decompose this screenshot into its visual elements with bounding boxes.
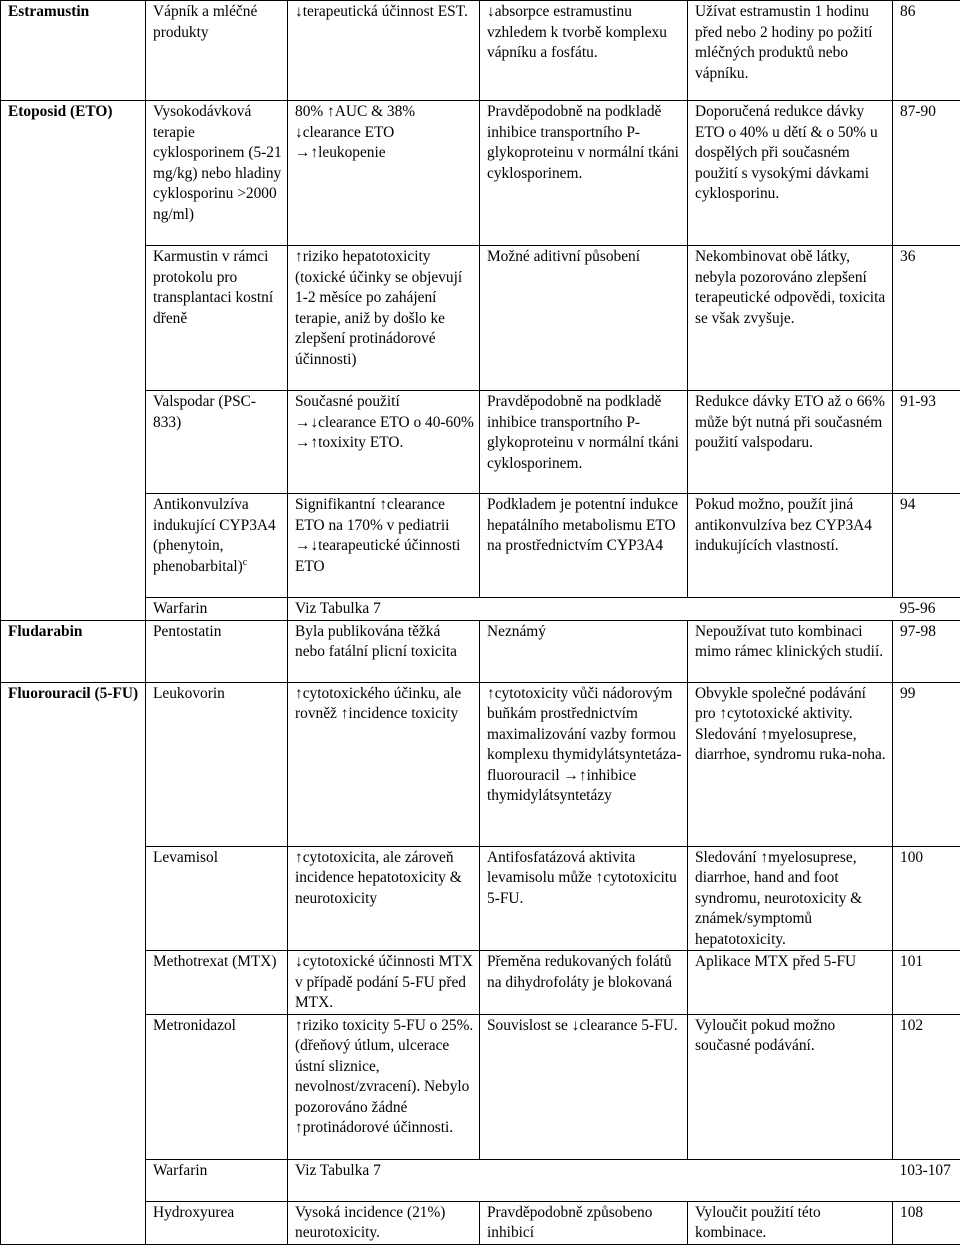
- reference-cell: 100: [893, 846, 960, 951]
- recommendation-cell: Nekombinovat obě látky, nebyla pozorováno zlepšení terapeutické odpovědi, toxicita se však zvyšuje.: [688, 246, 893, 391]
- agent-cell: Hydroxyurea: [146, 1201, 288, 1244]
- mechanism-cell: Neznámý: [480, 620, 688, 682]
- effect-cell: ↓terapeutická účinnost EST.: [288, 1, 480, 101]
- effect-cell: Byla publikována těžká nebo fatální plicní toxicita: [288, 620, 480, 682]
- agent-cell: Vápník a mléčné produkty: [146, 1, 288, 101]
- effect-cell: ↑riziko hepatotoxicity (toxické účinky se objevují 1-2 měsíce po zahájení terapie, aniž by došlo ke zlepšení protinádorové účinnosti): [288, 246, 480, 391]
- reference-cell: 91-93: [893, 391, 960, 494]
- drug-cell: Fludarabin: [1, 620, 146, 682]
- effect-cell: Viz Tabulka 7: [288, 1159, 893, 1201]
- agent-cell: Warfarin: [146, 598, 288, 621]
- mechanism-cell: Podkladem je potentní indukce hepatálního metabolismu ETO na prostřednictvím CYP3A4: [480, 494, 688, 598]
- reference-cell: 36: [893, 246, 960, 391]
- agent-text: Antikonvulzíva indukující CYP3A4 (phenytoin, phenobarbital): [153, 496, 276, 575]
- agent-cell: [146, 494, 288, 598]
- recommendation-cell: Aplikace MTX před 5-FU: [688, 951, 893, 1015]
- recommendation-cell: Pokud možno, použít jiná antikonvulzíva bez CYP3A4 indukujících vlastností.: [688, 494, 893, 598]
- effect-cell: ↓cytotoxické účinnosti MTX v případě podání 5-FU před MTX.: [288, 951, 480, 1015]
- effect-cell: 80% ↑AUC & 38% ↓clearance ETO →↑leukopenie: [288, 101, 480, 246]
- mechanism-cell: ↓absorpce estramustinu vzhledem k tvorbě komplexu vápníku a fosfátu.: [480, 1, 688, 101]
- agent-cell: Metronidazol: [146, 1014, 288, 1159]
- effect-cell: ↑cytotoxicita, ale zároveň incidence hepatotoxicity & neurotoxicity: [288, 846, 480, 951]
- agent-cell: Warfarin: [146, 1159, 288, 1201]
- mechanism-cell: Antifosfatázová aktivita levamisolu může ↑cytotoxicitu 5-FU.: [480, 846, 688, 951]
- effect-cell: Současné použití →↓clearance ETO o 40-60% →↑toxixity ETO.: [288, 391, 480, 494]
- recommendation-cell: Nepoužívat tuto kombinaci mimo rámec klinických studií.: [688, 620, 893, 682]
- reference-cell: 103-107: [893, 1159, 960, 1201]
- effect-cell: Vysoká incidence (21%) neurotoxicity.: [288, 1201, 480, 1244]
- reference-cell: 99: [893, 682, 960, 846]
- mechanism-cell: Přeměna redukovaných folátů na dihydrofoláty je blokovaná: [480, 951, 688, 1015]
- table-row: [1, 101, 960, 246]
- recommendation-cell: Obvykle společné podávání pro ↑cytotoxické aktivity. Sledování ↑myelosuprese, diarrhoe, syndromu ruka-noha.: [688, 682, 893, 846]
- mechanism-cell: ↑cytotoxicity vůči nádorovým buňkám prostřednictvím maximalizování vazby formou komplexu thymidylátsyntetáza-fluorouracil →↑inhibice thymidylátsyntetázy: [480, 682, 688, 846]
- mechanism-cell: Možné aditivní působení: [480, 246, 688, 391]
- effect-cell: ↑riziko toxicity 5-FU o 25%. (dřeňový útlum, ulcerace ústní sliznice, nevolnost/zvracení). Nebylo pozorováno žádné ↑protinádorové účinnosti.: [288, 1014, 480, 1159]
- agent-cell: Pentostatin: [146, 620, 288, 682]
- reference-cell: 87-90: [893, 101, 960, 246]
- mechanism-cell: Pravděpodobně na podkladě inhibice transportního P-glykoproteinu v normální tkáni cyklosporinem.: [480, 391, 688, 494]
- footnote-mark: c: [243, 556, 247, 567]
- recommendation-cell: Redukce dávky ETO až o 66% může být nutná při současném použití valspodaru.: [688, 391, 893, 494]
- table-row: [1, 620, 960, 682]
- reference-cell: 94: [893, 494, 960, 598]
- drug-cell: Estramustin: [1, 1, 146, 101]
- recommendation-cell: Sledování ↑myelosuprese, diarrhoe, hand and foot syndromu, neurotoxicity & známek/symptomů hepatotoxicity.: [688, 846, 893, 951]
- recommendation-cell: Vyloučit použití této kombinace.: [688, 1201, 893, 1244]
- reference-cell: 101: [893, 951, 960, 1015]
- reference-cell: 95-96: [893, 598, 960, 621]
- recommendation-cell: Vyloučit pokud možno současné podávání.: [688, 1014, 893, 1159]
- drug-cell: Etoposid (ETO): [1, 101, 146, 621]
- recommendation-cell: Užívat estramustin 1 hodinu před nebo 2 hodiny po požití mléčných produktů nebo vápníku.: [688, 1, 893, 101]
- table-row: [1, 682, 960, 846]
- mechanism-cell: Pravděpodobně na podkladě inhibice transportního P-glykoproteinu v normální tkáni cyklosporinem.: [480, 101, 688, 246]
- reference-cell: 86: [893, 1, 960, 101]
- effect-cell: Viz Tabulka 7: [288, 598, 893, 621]
- drug-cell: Fluorouracil (5-FU): [1, 682, 146, 1244]
- agent-cell: Valspodar (PSC-833): [146, 391, 288, 494]
- effect-cell: ↑cytotoxického účinku, ale rovněž ↑incidence toxicity: [288, 682, 480, 846]
- agent-cell: Vysokodávková terapie cyklosporinem (5-21 mg/kg) nebo hladiny cyklosporinu >2000 ng/ml): [146, 101, 288, 246]
- mechanism-cell: Souvislost se ↓clearance 5-FU.: [480, 1014, 688, 1159]
- table-row: [1, 1, 960, 101]
- agent-cell: Karmustin v rámci protokolu pro transplantaci kostní dřeně: [146, 246, 288, 391]
- agent-cell: Levamisol: [146, 846, 288, 951]
- reference-cell: 108: [893, 1201, 960, 1244]
- recommendation-cell: Doporučená redukce dávky ETO o 40% u dětí & o 50% u dospělých při současném použití s vysokými dávkami cyklosporinu.: [688, 101, 893, 246]
- reference-cell: 102: [893, 1014, 960, 1159]
- mechanism-cell: Pravděpodobně způsobeno inhibicí: [480, 1201, 688, 1244]
- agent-cell: Methotrexat (MTX): [146, 951, 288, 1015]
- reference-cell: 97-98: [893, 620, 960, 682]
- effect-cell: Signifikantní ↑clearance ETO na 170% v pediatrii →↓tearapeutické účinnosti ETO: [288, 494, 480, 598]
- agent-cell: Leukovorin: [146, 682, 288, 846]
